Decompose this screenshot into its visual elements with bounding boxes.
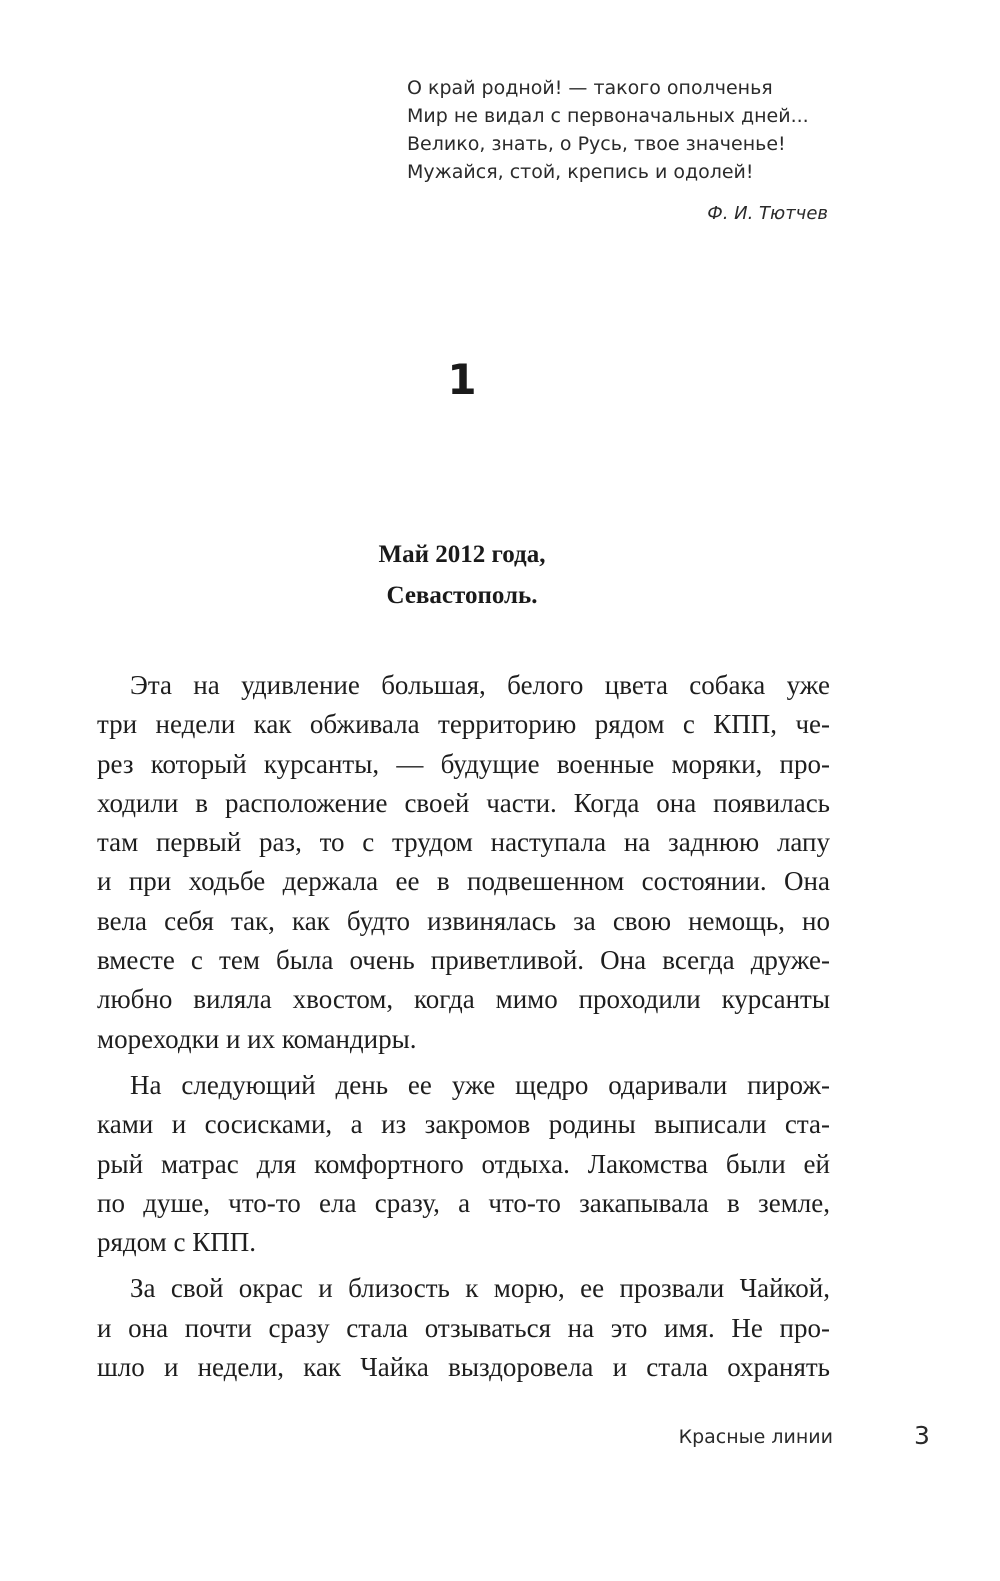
- text-line: вела себя так, как будто извинялась за свою немощь, но: [97, 905, 830, 936]
- epigraph: [407, 74, 867, 224]
- text-line: мореходки и их командиры.: [97, 1023, 417, 1054]
- text-line: На следующий день ее уже щедро одаривали пирож-: [130, 1069, 830, 1100]
- text-line: и при ходьбе держала ее в подвешенном состоянии. Она: [97, 866, 830, 897]
- text-line: рый матрас для комфортного отдыха. Лакомства были ей: [97, 1148, 830, 1179]
- text-line: Эта на удивление большая, белого цвета собака уже: [130, 670, 830, 700]
- chapter-heading-place: Севастополь.: [386, 582, 538, 609]
- text-line: За свой окрас и близость к морю, ее прозвали Чайкой,: [130, 1273, 830, 1304]
- text-line: рядом с КПП.: [97, 1227, 256, 1258]
- chapter-number: 1: [447, 355, 477, 404]
- epigraph-line: Велико, знать, о Русь, твое значенье!: [407, 133, 786, 155]
- text-line: три недели как обживала территорию рядом с КПП, че-: [97, 709, 830, 740]
- chapter-heading: [0, 534, 924, 616]
- text-line: ходили в расположение своей части. Когда она появилась: [97, 787, 830, 818]
- chapter-heading-date: Май 2012 года,: [378, 541, 546, 568]
- text-line: шло и недели, как Чайка выздоровела и стала охранять: [97, 1352, 830, 1383]
- text-line: и она почти сразу стала отзываться на это имя. Не про-: [97, 1312, 830, 1343]
- epigraph-author: Ф. И. Тютчев: [707, 203, 828, 224]
- page-number: 3: [914, 1421, 930, 1450]
- text-line: ками и сосисками, а из закромов родины выписали ста-: [97, 1109, 830, 1140]
- page-footer: [0, 1422, 1000, 1462]
- epigraph-line: Мужайся, стой, крепись и одолей!: [407, 161, 754, 183]
- epigraph-line: Мир не видал с первоначальных дней...: [407, 105, 809, 127]
- text-line: рез который курсанты, — будущие военные моряки, про-: [97, 748, 830, 779]
- running-title: Красные линии: [678, 1426, 833, 1448]
- text-line: там первый раз, то с трудом наступала на заднюю лапу: [97, 827, 830, 858]
- text-line: вместе с тем была очень приветливой. Она всегда друже-: [97, 945, 830, 976]
- body-text: [97, 666, 830, 1387]
- text-line: любно виляла хвостом, когда мимо проходили курсанты: [97, 984, 830, 1015]
- text-line: по душе, что-то ела сразу, а что-то закапывала в земле,: [97, 1187, 830, 1218]
- epigraph-line: О край родной! — такого ополченья: [407, 77, 773, 99]
